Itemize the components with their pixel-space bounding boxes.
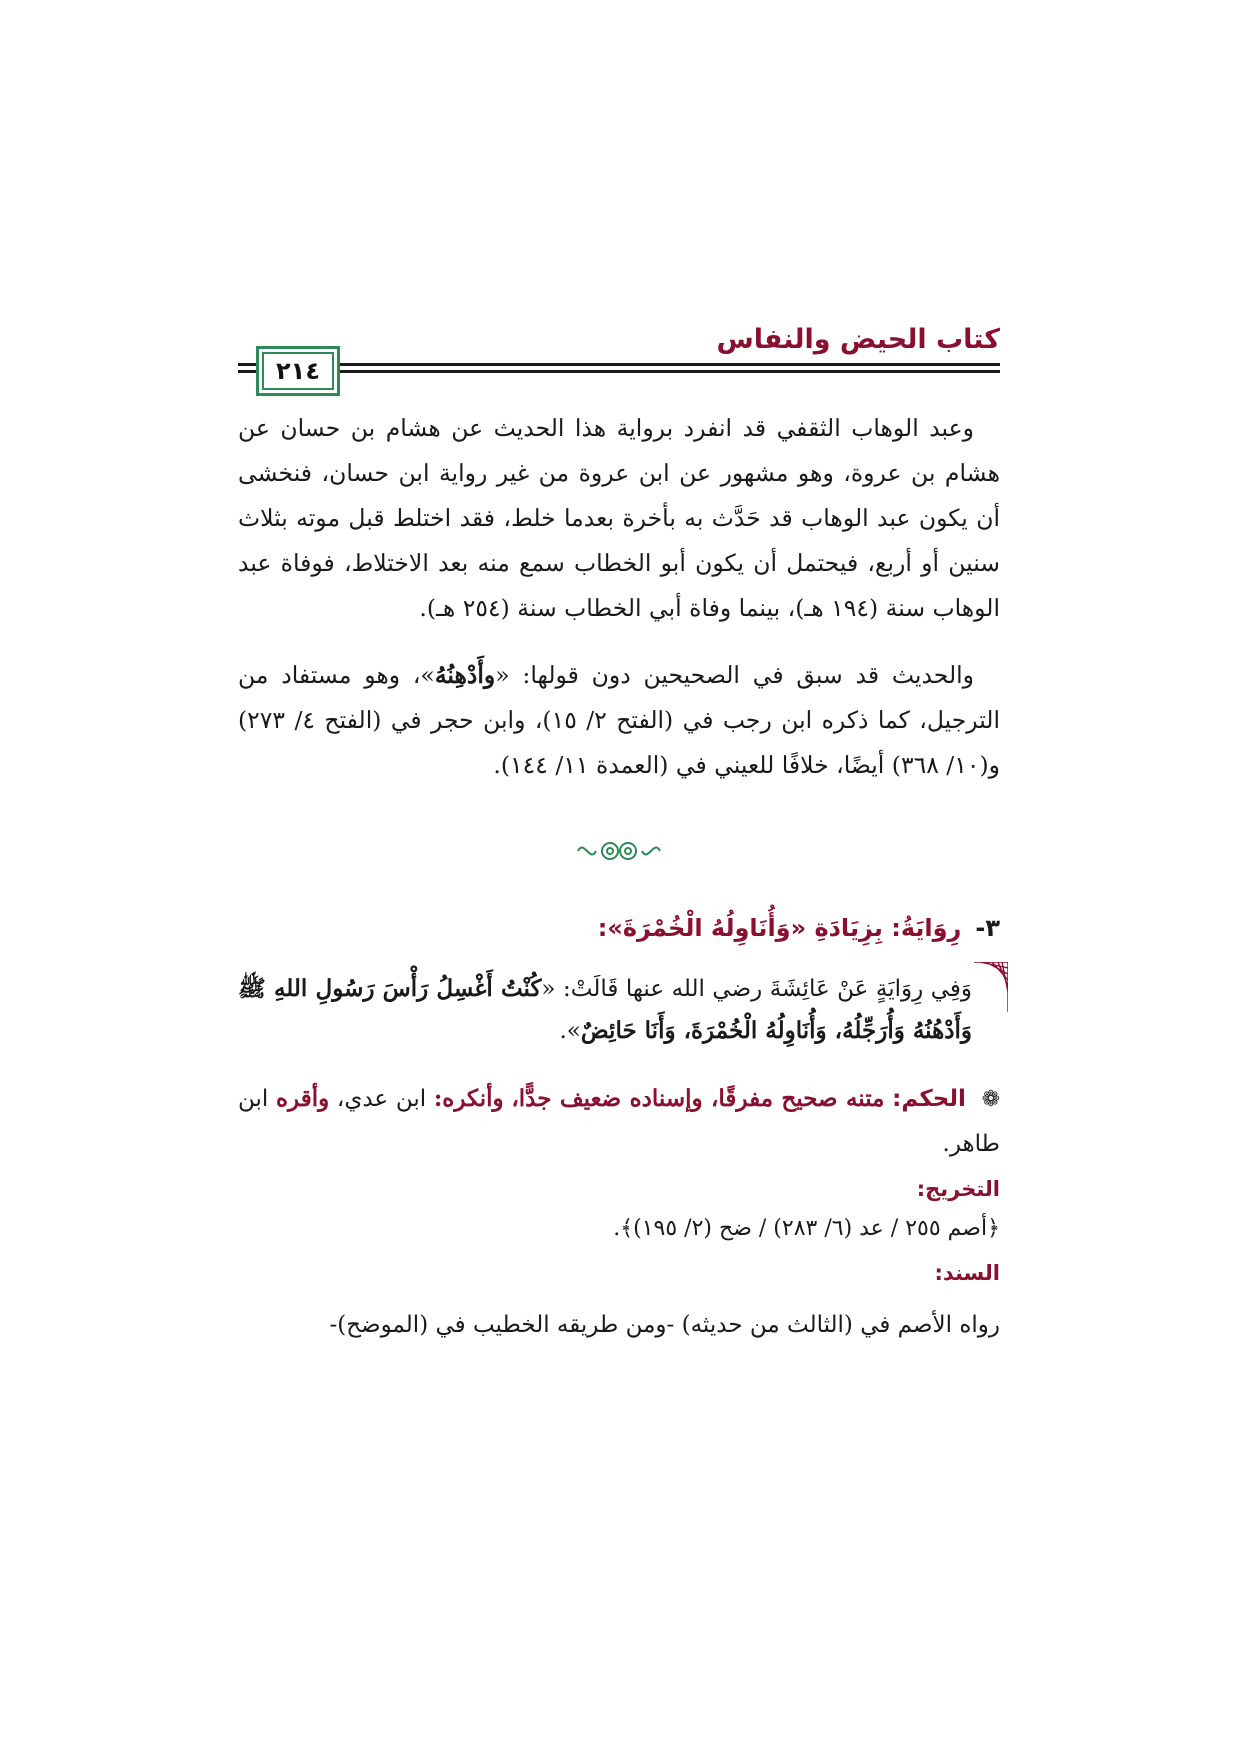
munkar-by: ابن عدي، — [336, 1086, 427, 1112]
sanad-heading: السند: — [934, 1261, 1000, 1285]
header-rule-bottom — [238, 370, 1000, 373]
aqarrahu-label: وأقره — [276, 1085, 330, 1112]
page-number-badge — [256, 346, 340, 396]
paragraph-2-before: والحديث قد سبق في الصحيحين دون قولها: « — [495, 661, 974, 689]
section-title: رِوَايَةُ: بِزِيَادَةِ «وَأُنَاوِلُهُ الْخُمْرَةَ»: — [597, 914, 962, 942]
header-rule-top — [238, 363, 1000, 366]
ornament-icon — [574, 834, 664, 868]
paragraph-2-after: »، وهو مستفاد من الترجيل، كما ذكره ابن رجب في (الفتح ٢/ ١٥)، وابن حجر في (الفتح ٤/ ٢٧٣) و(١٠/ ٣٦٨) أيضًا، خلافًا للعيني في (العمدة ١١/ ١٤٤). — [238, 661, 1000, 779]
page-header — [238, 310, 1000, 390]
takhrij-sources: ﴿أصم ٢٥٥ / عد (٦/ ٢٨٣) / ضح (٢/ ١٩٥)﴾. — [613, 1216, 1000, 1241]
hadith-narration — [238, 962, 1000, 1058]
paragraph-1: وعبد الوهاب الثقفي قد انفرد برواية هذا الحديث عن هشام بن حسان عن هشام بن عروة، وهو مشهور عن ابن عروة من غير رواية ابن حسان، فنخشى أن يكون عبد الوهاب قد حَدَّث به بأخرة بعدما خلط، فقد اختلط قبل موته بثلاث سنين أو أربع، فيحتمل أن يكون أبو الخطاب سمع منه بعد الاختلاط، فوفاة عبد الوهاب سنة (١٩٤ هـ)، بينما وفاة أبي الخطاب سنة (٢٥٤ هـ). — [238, 414, 1000, 622]
corner-ornament-icon — [974, 962, 1008, 1012]
ruling-text: متنه صحيح مفرقًا، وإسناده ضعيف جدًّا، — [511, 1085, 885, 1112]
sanad-text: رواه الأصم في (الثالث من حديثه) -ومن طريقه الخطيب في (الموضح)- — [329, 1312, 1000, 1338]
ruling-label: الحكم: — [892, 1086, 966, 1112]
narration-outro: ». — [559, 1018, 581, 1044]
munkar-label: وأنكره: — [433, 1085, 504, 1112]
takhrij-heading: التخريج: — [916, 1177, 1000, 1201]
paragraph-2-bold-word: وأَدْهِنُهُ — [434, 661, 496, 689]
section-heading — [238, 914, 1000, 942]
page-number: ٢١٤ — [276, 357, 320, 385]
ornamental-divider — [238, 834, 1000, 874]
section-number: ٣- — [975, 914, 1000, 942]
aqarrahu-by: ابن طاهر. — [238, 1086, 1000, 1157]
hadith-text: كُنْتُ أَغْسِلُ رَأْسَ رَسُولِ اللهِ ﷺ وَأَدْهُنُهُ وَأُرَجِّلُهُ، وَأُنَاوِلُهُ الْخُمْرَةَ، وَأَنَا حَائِضٌ — [238, 975, 972, 1044]
rosette-icon: ❁ — [981, 1087, 1001, 1112]
narration-intro: وَفِي رِوَايَةٍ عَنْ عَائِشَةَ رضي الله عنها قَالَتْ: « — [541, 976, 972, 1002]
ruling-block — [238, 1076, 1000, 1167]
book-page — [238, 310, 1000, 1348]
running-title: كتاب الحيض والنفاس — [716, 324, 1000, 355]
paragraph-2 — [238, 653, 1000, 788]
